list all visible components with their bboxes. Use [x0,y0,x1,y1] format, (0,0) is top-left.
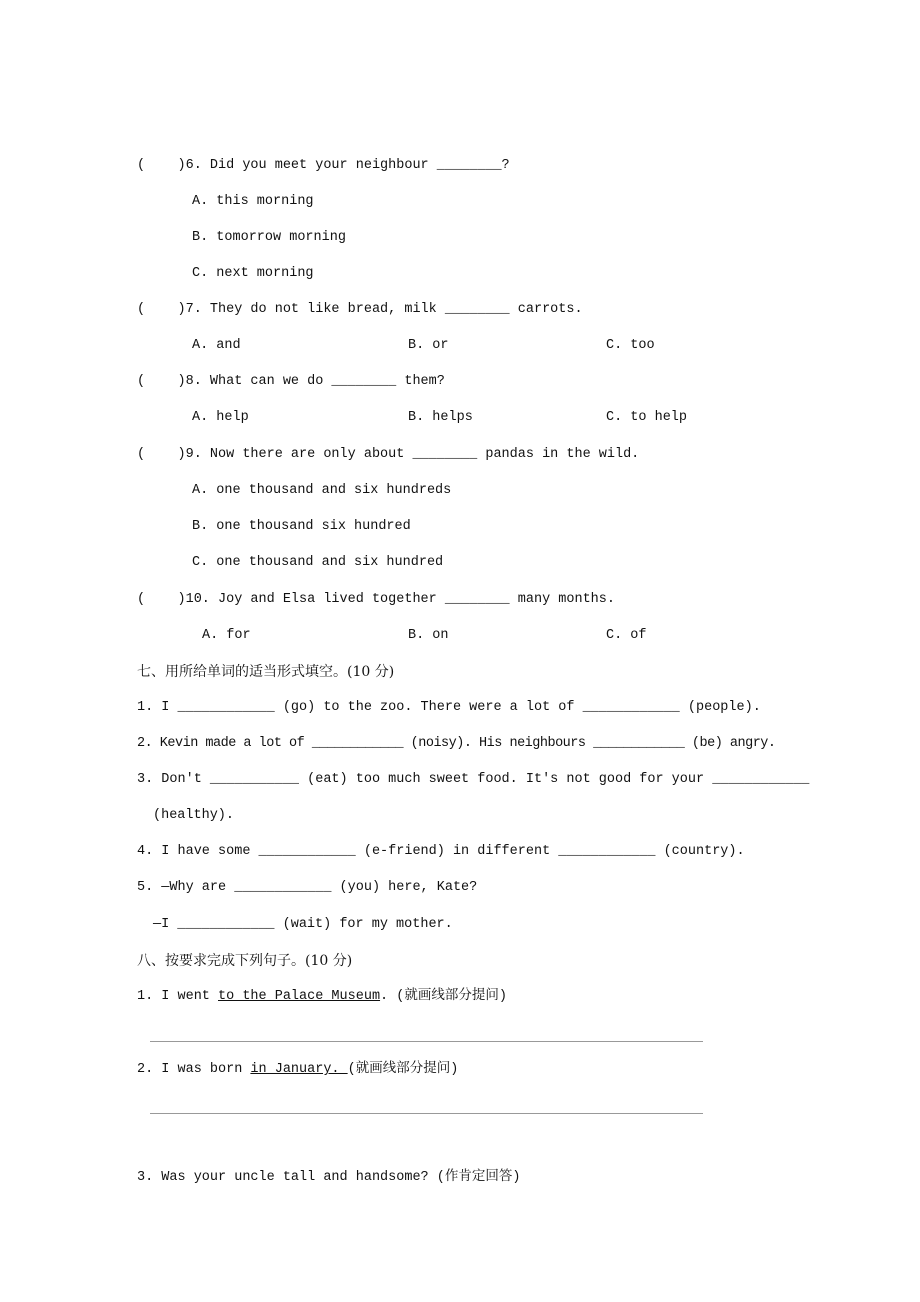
q9-option-b: B. one thousand six hundred [192,519,411,534]
section-8-title: 八、按要求完成下列句子。(10 分) [137,953,353,969]
s7-item-3-cont: (healthy). [153,808,235,823]
q9-stem: ( )9. Now there are only about ________ pandas in the wild. [137,447,640,462]
q8-stem: ( )8. What can we do ________ them? [137,374,445,389]
s8-q2-post: (就画线部分提问) [347,1062,459,1077]
q7-stem: ( )7. They do not like bread, milk ________ carrots. [137,302,583,317]
section-7-title: 七、用所给单词的适当形式填空。(10 分) [137,664,395,680]
q6-option-a: A. this morning [192,194,314,209]
q7-option-c: C. too [606,338,655,353]
s7-item-4: 4. I have some ____________ (e-friend) in different ____________ (country). [137,844,745,859]
s8-q1-underlined: to the Palace Museum [218,989,381,1004]
q8-option-c: C. to help [606,410,688,425]
s8-q2-underlined: in January. [250,1062,348,1077]
s8-item-1 [137,988,507,1006]
q8-option-a: A. help [192,410,249,425]
answer-line-1[interactable] [150,1041,703,1042]
q10-option-a: A. for [202,628,251,643]
s8-q1-post: . (就画线部分提问) [380,989,507,1004]
s8-q2-pre: 2. I was born [137,1062,251,1077]
q6-option-b: B. tomorrow morning [192,230,346,245]
answer-line-2[interactable] [150,1113,703,1114]
s7-item-2: 2. Kevin made a lot of ____________ (noisy). His neighbours ____________ (be) angry. [137,736,776,751]
q6-option-c: C. next morning [192,266,314,281]
q9-option-a: A. one thousand and six hundreds [192,483,452,498]
s7-item-5: 5. —Why are ____________ (you) here, Kate? [137,880,478,895]
q9-option-c: C. one thousand and six hundred [192,555,444,570]
s7-item-3: 3. Don't ___________ (eat) too much sweet food. It's not good for your ____________ [137,772,810,787]
s8-item-2 [137,1061,458,1079]
q10-option-b: B. on [408,628,449,643]
s7-item-5-reply: —I ____________ (wait) for my mother. [153,917,453,932]
q10-option-c: C. of [606,628,647,643]
q10-stem: ( )10. Joy and Elsa lived together ________ many months. [137,592,615,607]
s7-item-1: 1. I ____________ (go) to the zoo. There were a lot of ____________ (people). [137,700,761,715]
q6-stem: ( )6. Did you meet your neighbour ________? [137,158,510,173]
s8-item-3: 3. Was your uncle tall and handsome? (作肯定回答) [137,1170,521,1185]
q7-option-b: B. or [408,338,449,353]
q8-option-b: B. helps [408,410,473,425]
q7-option-a: A. and [192,338,241,353]
s8-q1-pre: 1. I went [137,989,219,1004]
